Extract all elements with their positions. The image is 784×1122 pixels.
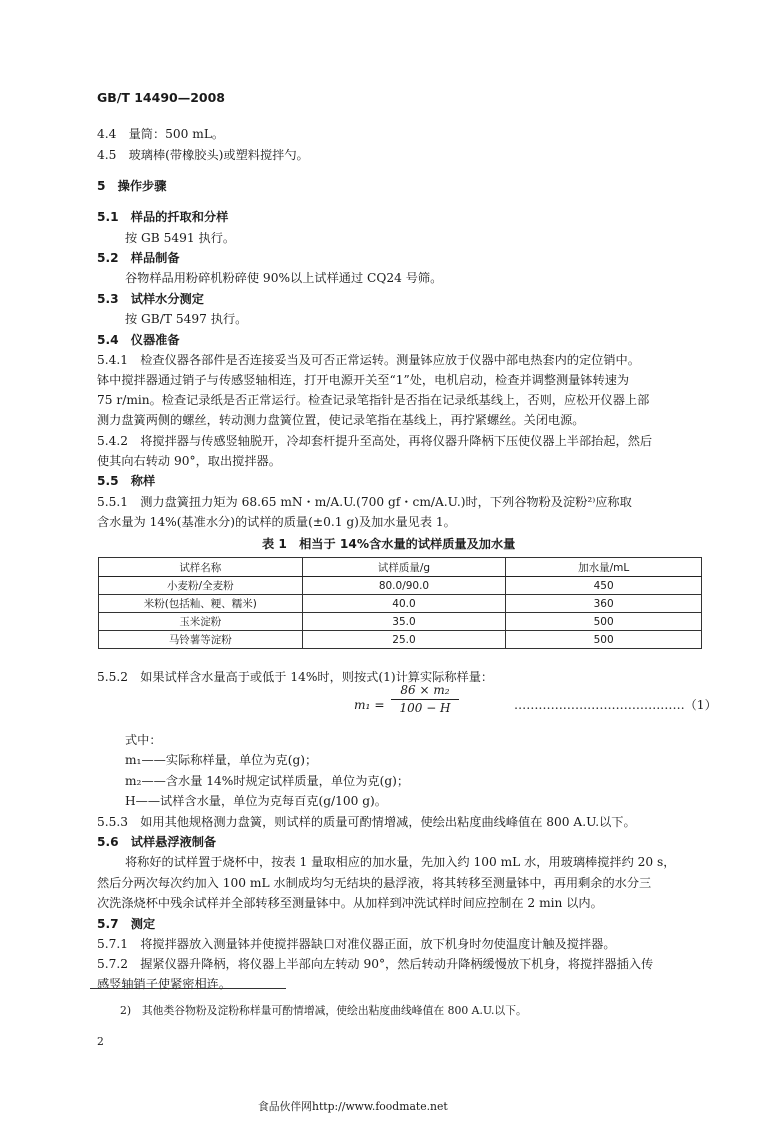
table-row: [99, 631, 702, 649]
where-label: 式中：: [125, 733, 162, 747]
variable-m2: m₂——含水量 14%时规定试样质量，单位为克(g)；: [125, 774, 410, 788]
clause-5-7-1: 5.7.1 将搅拌器放入测量钵并使搅拌器缺口对准仪器正面，放下机身时勿使温度计触及搅拌器。: [97, 937, 616, 951]
clause-5-5-3: 5.5.3 如用其他规格测力盘簧，则试样的质量可酌情增减，使绘出粘度曲线峰值在 800 A.U.以下。: [97, 815, 636, 829]
table-cell: 35.0: [302, 613, 506, 631]
clause-5-7-title: 5.7 测定: [97, 917, 156, 931]
clause-5-6-title: 5.6 试样悬浮液制备: [97, 835, 217, 849]
formula-numerator: 86 × m₂: [400, 683, 450, 697]
clause-4-5: 4.5 玻璃棒(带橡胶头)或塑料搅拌勺。: [97, 148, 309, 162]
clause-5-3-title: 5.3 试样水分测定: [97, 292, 204, 306]
clause-5-4-1-line4: 测力盘簧两侧的螺丝，转动测力盘簧位置，使记录笔指在基线上，再拧紧螺丝。关闭电源。: [97, 413, 585, 427]
clause-5-5-1-line2: 含水量为 14%(基准水分)的试样的质量(±0.1 g)及加水量见表 1。: [97, 515, 456, 529]
footnote-rule: [90, 988, 286, 989]
variable-h: H——试样含水量，单位为克每百克(g/100 g)。: [125, 794, 387, 808]
page-number: 2: [97, 1035, 104, 1048]
table-row: [99, 577, 702, 595]
fraction-bar: [391, 699, 459, 700]
clause-5-7-2-line2: 感竖轴销子使紧密相连。: [97, 977, 232, 991]
clause-5-4-1-line1: 5.4.1 检查仪器各部件是否连接妥当及可否正常运转。测量钵应放于仪器中部电热套内的定位销中。: [97, 353, 640, 367]
watermark-link[interactable]: 食品伙伴网http://www.foodmate.net: [258, 1100, 448, 1113]
table-cell: 马铃薯等淀粉: [99, 631, 303, 649]
table-1-caption: 表 1 相当于 14%含水量的试样质量及加水量: [262, 537, 516, 551]
table-1: [98, 557, 702, 649]
clause-5-2-body: 谷物样品用粉碎机粉碎使 90%以上试样通过 CQ24 号筛。: [125, 271, 443, 285]
clause-5-6-line3: 次洗涤烧杯中残余试样并全部转移至测量钵中。从加样到冲洗试样时间应控制在 2 min 以内。: [97, 896, 603, 910]
table-header-cell: 试样名称: [99, 558, 303, 577]
standard-code: GB/T 14490—2008: [97, 90, 226, 105]
table-cell: 25.0: [302, 631, 506, 649]
table-header-cell: 加水量/mL: [506, 558, 702, 577]
table-cell: 米粉(包括籼、粳、糯米): [99, 595, 303, 613]
formula-number: ……………………………………（1）: [514, 698, 717, 712]
table-header-row: [99, 558, 702, 577]
table-cell: 玉米淀粉: [99, 613, 303, 631]
table-cell: 80.0/90.0: [302, 577, 506, 595]
clause-5-4-1-line2: 钵中搅拌器通过销子与传感竖轴相连，打开电源开关至“1”处，电机启动，检查并调整测量钵转速为: [97, 373, 630, 387]
table-cell: 40.0: [302, 595, 506, 613]
clause-5-3-body: 按 GB/T 5497 执行。: [125, 312, 248, 326]
table-cell: 小麦粉/全麦粉: [99, 577, 303, 595]
clause-5-4-2-line2: 使其向右转动 90°，取出搅拌器。: [97, 454, 281, 468]
clause-5-4-title: 5.4 仪器准备: [97, 333, 180, 347]
clause-5-5-1-line1: 5.5.1 测力盘簧扭力矩为 68.65 mN・m/A.U.(700 gf・cm/A.U.)时，下列谷物粉及淀粉²⁾应称取: [97, 495, 632, 509]
clause-5-1-title: 5.1 样品的扦取和分样: [97, 210, 229, 224]
table-cell: 500: [506, 631, 702, 649]
variable-m1: m₁——实际称样量，单位为克(g)；: [125, 753, 318, 767]
table-header-cell: 试样质量/g: [302, 558, 506, 577]
clause-5-5-title: 5.5 称样: [97, 474, 156, 488]
table-cell: 450: [506, 577, 702, 595]
clause-5-7-2-line1: 5.7.2 握紧仪器升降柄，将仪器上半部向左转动 90°，然后转动升降柄缓慢放下机身，将搅拌器插入传: [97, 957, 654, 971]
footnote: 2) 其他类谷物粉及淀粉称样量可酌情增减，使绘出粘度曲线峰值在 800 A.U.以下。: [120, 1004, 527, 1017]
table-cell: 360: [506, 595, 702, 613]
formula-fraction: [389, 683, 461, 716]
formula-lhs: m₁ =: [354, 698, 385, 712]
clause-4-4: 4.4 量筒：500 mL。: [97, 127, 225, 141]
clause-5-2-title: 5.2 样品制备: [97, 251, 180, 265]
clause-5-1-body: 按 GB 5491 执行。: [125, 231, 236, 245]
clause-5-4-1-line3: 75 r/min。检查记录纸是否正常运行。检查记录笔指针是否指在记录纸基线上，否则，应松开仪器上部: [97, 393, 650, 407]
table-cell: 500: [506, 613, 702, 631]
clause-5-6-line2: 然后分两次每次约加入 100 mL 水制成均匀无结块的悬浮液，将其转移至测量钵中，再用剩余的水分三: [97, 876, 652, 890]
formula-denominator: 100 − H: [399, 701, 451, 715]
clause-5-4-2-line1: 5.4.2 将搅拌器与传感竖轴脱开，冷却套杆提升至高处，再将仪器升降柄下压使仪器上半部抬起，然后: [97, 434, 653, 448]
section-5-heading: 5 操作步骤: [97, 179, 167, 193]
clause-5-5-2: 5.5.2 如果试样含水量高于或低于 14%时，则按式(1)计算实际称样量：: [97, 670, 494, 684]
clause-5-6-line1: 将称好的试样置于烧杯中，按表 1 量取相应的加水量，先加入约 100 mL 水，用玻璃棒搅拌约 20 s，: [125, 855, 676, 869]
table-row: [99, 613, 702, 631]
table-row: [99, 595, 702, 613]
